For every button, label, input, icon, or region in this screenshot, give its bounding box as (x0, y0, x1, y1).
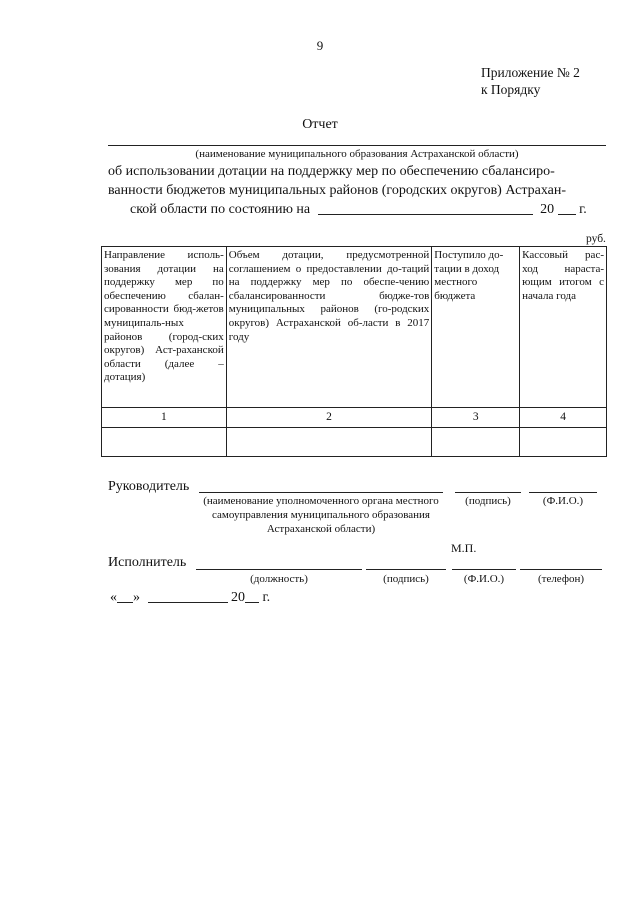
page-number: 9 (316, 38, 324, 53)
subject-asof-year: 20 (540, 202, 555, 217)
table-number-row (102, 408, 607, 428)
subject-line-3 (108, 200, 587, 219)
column-number: 2 (226, 408, 432, 428)
date-year-suffix: г. (262, 590, 271, 605)
date-year-field (245, 589, 259, 603)
date-quote-open: « (110, 590, 117, 605)
executor-phone-caption: (телефон) (537, 573, 585, 585)
header-subsidy-volume: Объем дотации, предусмотренной соглашением о предоставлении до-таций на поддержку мер по обеспе-чению сбалансированности бюдже-тов муниципальных районов (го-родских округов) Астраханской об-ласти в 2017 году (226, 247, 432, 408)
currency-unit: руб. (586, 233, 606, 245)
stamp-placeholder: М.П. (451, 541, 477, 555)
table-header-row (102, 247, 607, 408)
table-cell (432, 428, 520, 457)
appendix-line-1: Приложение № 2 (481, 65, 580, 80)
date-year-prefix: 20 (231, 590, 245, 605)
head-signature-line (455, 492, 521, 493)
appendix-line-2: к Порядку (481, 82, 541, 97)
subject-line-1: об использовании дотации на поддержку мер по обеспечению сбалансиро- (108, 164, 555, 179)
subject-asof-label: ской области по состоянию на (130, 202, 311, 217)
head-name-line (529, 492, 597, 493)
header-cash-expense: Кассовый рас-ход нараста-ющим итогом с начала года (520, 247, 607, 408)
head-name-caption: (Ф.И.О.) (542, 495, 584, 507)
date-line (110, 589, 270, 606)
subject-asof-suffix: г. (579, 202, 587, 217)
head-signature-caption: (подпись) (465, 495, 511, 507)
head-org-caption: (наименование уполномоченного органа местного самоуправления муниципального образования Астраханской области) (203, 495, 439, 535)
table-cell (102, 428, 227, 457)
head-org-line (199, 492, 443, 493)
asof-year-field (558, 200, 576, 215)
date-month-field (148, 589, 228, 603)
executor-position-caption: (должность) (250, 573, 308, 585)
appendix-reference (481, 64, 580, 98)
header-received: Поступило до-тации в доход местного бюджета (432, 247, 520, 408)
column-number: 3 (432, 408, 520, 428)
date-day-field (117, 589, 133, 603)
executor-name-line (452, 569, 516, 570)
asof-date-field (318, 200, 533, 215)
header-direction: Направление исполь-зования дотации на поддержку мер по обеспечению сбалан-сированности бюд-жетов муниципаль-ных районов (город-ских округов) Аст-раханской области (далее – дотация) (102, 247, 227, 408)
head-label: Руководитель (108, 479, 190, 494)
table-row (102, 428, 607, 457)
column-number: 4 (520, 408, 607, 428)
table-cell (226, 428, 432, 457)
document-title: Отчет (302, 117, 338, 132)
report-subject (108, 162, 587, 219)
table-cell (520, 428, 607, 457)
date-quote-close: » (133, 590, 140, 605)
municipality-name-line (108, 145, 606, 146)
municipality-caption: (наименование муниципального образования Астраханской области) (195, 148, 519, 160)
report-table (101, 246, 607, 457)
executor-signature-line (366, 569, 446, 570)
executor-position-line (196, 569, 362, 570)
column-number: 1 (102, 408, 227, 428)
executor-signature-caption: (подпись) (383, 573, 429, 585)
executor-phone-line (520, 569, 602, 570)
executor-label: Исполнитель (108, 555, 187, 570)
subject-line-2: ванности бюджетов муниципальных районов (городских округов) Астрахан- (108, 183, 567, 198)
executor-name-caption: (Ф.И.О.) (463, 573, 505, 585)
